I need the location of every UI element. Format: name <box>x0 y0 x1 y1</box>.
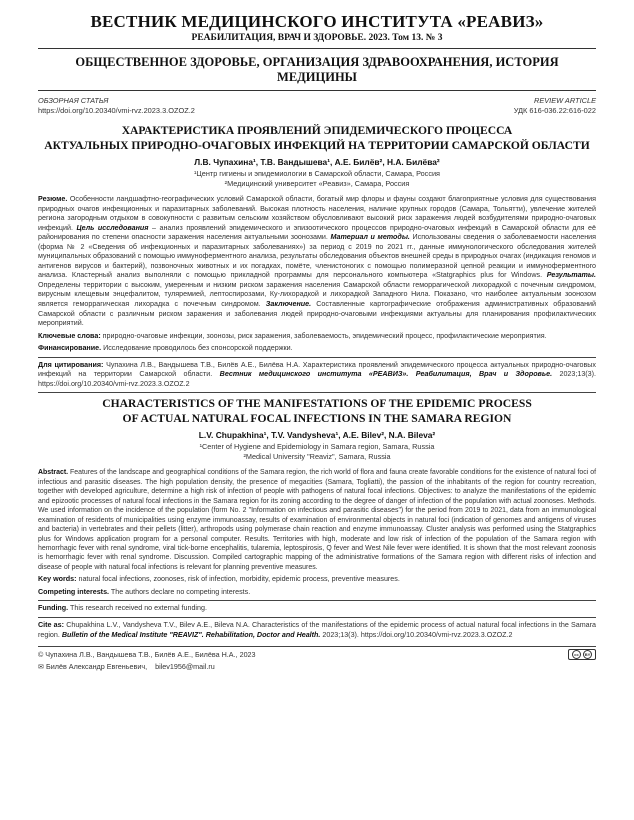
article-title-ru <box>38 123 596 153</box>
methods-label: Материал и методы. <box>330 233 410 242</box>
aim-label: Цель исследования <box>76 223 149 232</box>
competing-label: Competing interests. <box>38 587 110 596</box>
abstract-ru <box>38 195 596 329</box>
results-label: Результаты. <box>546 271 596 280</box>
footer-divider <box>38 646 596 647</box>
title-ru-line: АКТУАЛЬНЫХ ПРИРОДНО-ОЧАГОВЫХ ИНФЕКЦИЙ НА ТЕРРИТОРИИ САМАРСКОЙ ОБЛАСТИ <box>44 139 590 152</box>
keywords-label: Ключевые слова: <box>38 331 101 340</box>
affiliation: ²Medical University "Reaviz", Samara, Russia <box>243 452 391 462</box>
abstract-text: Features of the landscape and geographical conditions of the Samara region, the rich world of flora and fauna create favorable conditions for the existence of natural foci of infectious and parasitic diseases. The high population density, the presence of megacities (Samara, Togliatti), the passion of the inhabitants of the region for country recreation, together with developed agriculture, determine a high risk of infection of people with pathogens of natural focal infections. Objectives: to analyze the manifestations of the epidemic and epizootic processes of natural focal infections in the Samara region for its zoning according to the degree of danger of infection of the population with actual zoonoses. Methods. We used information on the incidence of the population (form No. 2 "Information on infectious and parasitic diseases") for the period from 2019 to 2021, data from an immunological examination of residents of municipalities using enzyme immunoassay, results of examination of environmental objects in natural foci (indication of genomes and antigens of viruses and bacteria) in vertebrates and their pellets (litter), arthropods using polymerase chain reaction and enzyme immunoassay. Cluster analysis was performed using the Statgraphics plus for Windows application program for a personal computer. Results. Territories with high, moderate and low risk of infection of the population of the Samara region with hemorrhagic fever with renal syndrome, viral tick-borne encephalitis, tularemia, leptospirosis, Q fever and West Nile fever were identified. It is shown that the most relevant zoonosis is hemorrhagic fever with renal syndrome. Discussion. Compiled cartographic mapping of the administrative formations of the Samara region with different risks of infection and disease of people with natural focal infections is relevant for planning preventive measures. <box>38 469 596 571</box>
abstract-en <box>38 468 596 572</box>
journal-title: ВЕСТНИК МЕДИЦИНСКОГО ИНСТИТУТА «РЕАВИЗ» <box>90 12 544 31</box>
keywords-text: природно-очаговые инфекции, зоонозы, риск заражения, заболеваемость, эпидемический процесс, профилактические мероприятия. <box>100 331 547 340</box>
keywords-label: Key words: <box>38 575 77 584</box>
abstract-label: Abstract. <box>38 469 69 477</box>
affiliations-ru <box>38 169 596 189</box>
footer <box>38 649 596 673</box>
authors-ru: Л.В. Чупахина¹, Т.В. Вандышева¹, А.Е. Билёв², Н.А. Билёва² <box>194 157 440 167</box>
cite-text: Чупахина Л.В., Вандышева Т.В., Билёв А.Е., Билёва Н.А. Характеристика проявлений эпидемического процесса актуальных природно-очаговых инфекций на территории Самарской области. <box>38 360 596 379</box>
conclusion-label: Заключение. <box>265 300 312 309</box>
affiliation: ¹Center of Hygiene and Epidemiology in Samara region, Samara, Russia <box>199 442 435 452</box>
article-title-en <box>38 396 596 426</box>
funding-text: Исследование проводилось без спонсорской поддержки. <box>101 344 293 353</box>
keywords-en <box>38 575 596 585</box>
cc-by-license-icon <box>568 649 596 660</box>
mail-icon: ✉ <box>38 662 45 672</box>
contact <box>38 661 596 673</box>
journal-subtitle: РЕАБИЛИТАЦИЯ, ВРАЧ И ЗДОРОВЬЕ. 2023. Том 13. № 3 <box>191 33 443 43</box>
divider <box>38 600 596 601</box>
contact-email[interactable]: bilev1956@mail.ru <box>155 662 215 672</box>
cc-icon: cc <box>572 650 581 659</box>
funding-label: Финансирование. <box>38 344 102 353</box>
citation-en <box>38 621 596 640</box>
abstract-label: Резюме. <box>38 195 68 203</box>
abstract-text: Использованы сведения о заболеваемости населения (форма № 2 «Сведения об инфекционных и паразитарных заболеваниях») за период с 2019 по 2021 гг., данные иммунологического обследования жителей муниципальных образований с помощью иммуноферментного анализа, результаты обследования объектов внешней среды в природных очагах (индикация геномов и антигенов вирусов и бактерий), позвоночных животных и их погадках, помёте, членистоногих с помощью полимеразной цепной реакции и иммуноферментного анализа. Кластерный анализ выполняли с помощью прикладной программы для персонального компьютера «Statgraphics plus for Windows. <box>38 233 596 280</box>
article-meta <box>38 96 596 120</box>
copyright: © Чупахина Л.В., Вандышева Т.В., Билёв А.Е., Билёва Н.А., 2023 <box>38 650 256 660</box>
contact-name: Билёв Александр Евгеньевич, <box>46 662 148 672</box>
funding-en <box>38 604 596 614</box>
divider <box>38 357 596 358</box>
funding-ru <box>38 344 596 354</box>
cite-label: Для цитирования: <box>38 360 104 369</box>
abstract-text: – анализ проявлений эпидемического и эпизоотического процессов природно-очаговых инфекций в Самарской области для её районирования по степени опасности заражения населения актуальными зоонозами. <box>38 223 596 242</box>
authors-en: L.V. Chupakhina¹, T.V. Vandysheva¹, A.E. Bilev², N.A. Bileva² <box>198 430 436 441</box>
cite-label: Cite as: <box>38 621 64 630</box>
divider <box>38 617 596 618</box>
divider <box>38 392 596 393</box>
header-divider <box>38 48 596 49</box>
affiliation: ¹Центр гигиены и эпидемиологии в Самарской области, Самара, Россия <box>193 169 441 178</box>
by-icon: BY <box>584 652 591 658</box>
keywords-ru <box>38 332 596 342</box>
cite-doi[interactable]: 2023;13(3). https://doi.org/10.20340/vmi-rvz.2023.3.OZOZ.2 <box>38 370 596 388</box>
title-en-line: CHARACTERISTICS OF THE MANIFESTATIONS OF THE EPIDEMIC PROCESS <box>102 397 532 411</box>
doi-link[interactable]: https://doi.org/10.20340/vmi-rvz.2023.3.OZOZ.2 <box>38 106 195 115</box>
citation-ru <box>38 361 596 390</box>
section-title: ОБЩЕСТВЕННОЕ ЗДОРОВЬЕ, ОРГАНИЗАЦИЯ ЗДРАВООХРАНЕНИЯ, ИСТОРИЯ МЕДИЦИНЫ <box>75 55 559 84</box>
cite-journal: Bulletin of the Medical Institute "REAVIZ". Rehabilitation, Doctor and Health. <box>61 630 321 639</box>
cite-journal: Вестник медицинского института «РЕАВИЗ». Реабилитация, Врач и Здоровье. <box>219 370 553 379</box>
keywords-text: natural focal infections, zoonoses, risk of infection, morbidity, epidemic process, preventive measures. <box>76 575 400 584</box>
title-ru-line: ХАРАКТЕРИСТИКА ПРОЯВЛЕНИЙ ЭПИДЕМИЧЕСКОГО ПРОЦЕССА <box>121 124 513 137</box>
section-divider <box>38 90 596 91</box>
udc-code: УДК 616-036.22:616-022 <box>513 106 596 115</box>
abstract-text: Особенности ландшафтно-географических условий Самарской области, богатый мир флоры и фауны создают благоприятные условия для существования природных очагов инфекционных и паразитарных заболеваний. Высокая плотность населения, наличие крупных городов (Самара, Тольятти), увлечение жителей региона загородным отдыхом в совокупности с развитым сельским хозяйством обусловливают высокий риск заражения людей возбудителями природно-очаговых инфекций. <box>38 195 596 232</box>
abstract-text: Составленные картографические отображения административных образований Самарской области с различным риском заражения и заболевания людей природно-очаговыми инфекциями актуальны для планирования профилактических мероприятий. <box>38 300 596 328</box>
article-type-en: REVIEW ARTICLE <box>533 96 596 105</box>
abstract-text: Определены территории с высоким, умеренным и низким риском заражения населения Самарской области геморрагической лихорадкой с почечным синдромом, вирусным клещевым энцефалитом, туляремией, лептоспирозами, Ку-лихорадкой и лихорадкой Западного Нила. Показано, что наиболее актуальным зоонозом является геморрагическая лихорадка с почечным синдромом. <box>38 280 596 309</box>
affiliation: ²Медицинский университет «Реавиз», Самара, Россия <box>224 179 410 188</box>
funding-label: Funding. <box>38 604 69 613</box>
affiliations-en <box>38 442 596 462</box>
funding-text: This research received no external funding. <box>68 604 207 613</box>
article-page <box>38 0 596 673</box>
title-en-line: OF ACTUAL NATURAL FOCAL INFECTIONS IN THE SAMARA REGION <box>122 412 512 426</box>
cite-text: Chupakhina L.V., Vandysheva T.V., Bilev A.E., Bileva N.A. Characteristics of the manifestations of the epidemic process of actual natural focal infections in the Samara region. <box>38 621 596 639</box>
competing-en <box>38 588 596 598</box>
cite-doi[interactable]: 2023;13(3). https://doi.org/10.20340/vmi-rvz.2023.3.OZOZ.2 <box>320 630 513 639</box>
competing-text: The authors declare no competing interests. <box>109 587 251 596</box>
article-type-ru: ОБЗОРНАЯ СТАТЬЯ <box>38 96 109 105</box>
